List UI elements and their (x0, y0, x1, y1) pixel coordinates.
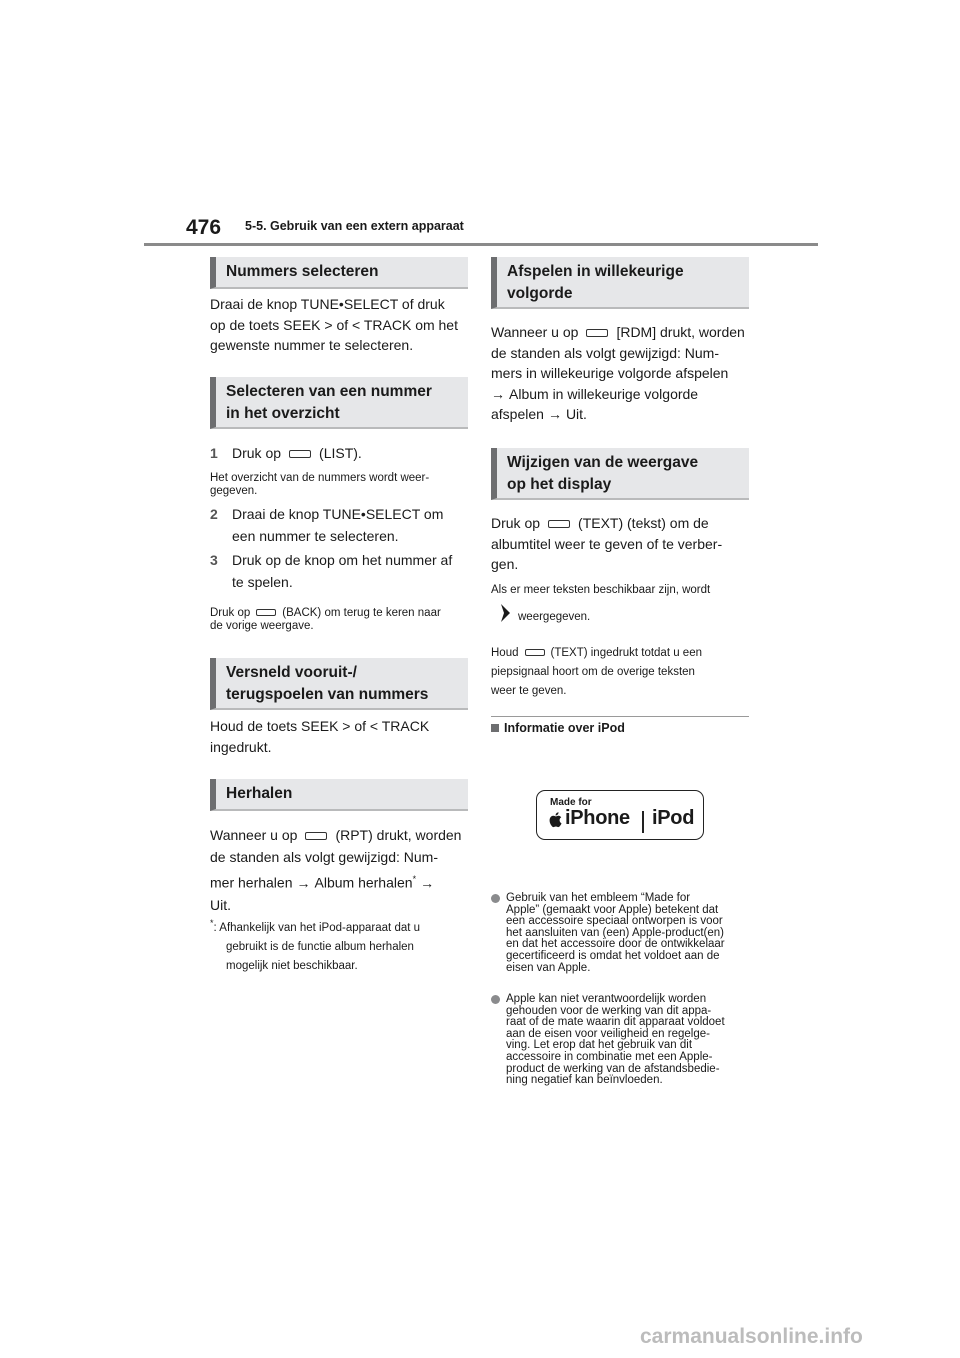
line: en dat het accessoire door de ontwikkelaar (506, 938, 725, 951)
line (210, 914, 472, 938)
line: Apple kan niet verantwoordelijk worden (506, 993, 707, 1005)
line (491, 384, 753, 405)
note-overview (210, 472, 470, 498)
text: mer herhalen (210, 874, 293, 891)
line: piepsignaal hoort om de overige teksten (491, 666, 695, 678)
heading-text: Versneld vooruit-/ (226, 664, 357, 681)
line (210, 868, 472, 894)
heading-text: Afspelen in willekeurige (507, 263, 684, 280)
text: Uit. (565, 406, 587, 422)
step-text (232, 443, 362, 465)
arrow-icon: → (547, 406, 562, 422)
heading-text: Selecteren van een nummer (226, 383, 432, 400)
badge-divider (642, 811, 644, 833)
step-number: 3 (210, 552, 218, 568)
line (210, 607, 472, 620)
button-icon (525, 649, 545, 656)
step-2 (210, 504, 470, 548)
footnote-marker: * (412, 874, 417, 884)
line: mers in willekeurige volgorde afspelen (491, 365, 729, 381)
square-bullet-icon (491, 724, 499, 732)
header-rule (144, 243, 818, 246)
page-number: 476 (186, 216, 222, 239)
subheading-ipod (491, 721, 625, 735)
heading-text: in het overzicht (226, 405, 340, 422)
footnote-marker: * (210, 918, 214, 928)
heading-weergave-display (491, 448, 749, 500)
note-shown: weergegeven. (518, 611, 591, 623)
line: Draai de knop TUNE•SELECT of druk (210, 296, 445, 312)
line: de standen als volgt gewijzigd: Num- (491, 344, 720, 361)
section-divider (491, 716, 749, 717)
paragraph-random (491, 322, 753, 425)
line (491, 513, 753, 534)
line: Het overzicht van de nummers wordt weer- (210, 472, 430, 484)
text: Druk op (491, 515, 541, 531)
line: gen. (491, 556, 519, 572)
arrow-icon: → (296, 874, 311, 891)
line (491, 404, 753, 425)
watermark: carmanualsonline.info (640, 1325, 863, 1348)
line: albumtitel weer te geven of te verber- (491, 535, 723, 552)
text: [RDM] drukt, worden (616, 324, 745, 340)
badge-ipod: iPod (652, 807, 695, 829)
line: op de toets SEEK > of < TRACK om het (210, 316, 458, 333)
step-text-b: (LIST). (319, 445, 362, 461)
text: (TEXT) (tekst) om de (578, 515, 709, 531)
line: gecertificeerd is omdat het voldoet aan de (506, 949, 720, 962)
arrow-icon: → (420, 874, 435, 891)
paragraph-text (491, 513, 753, 575)
line (491, 322, 753, 343)
line: product de werking van de afstandsbedie- (506, 1062, 720, 1075)
subheading-text: Informatie over iPod (504, 721, 625, 735)
text: (BACK) om terug te keren naar (282, 607, 441, 619)
apple-logo-icon (548, 811, 562, 828)
button-icon (305, 832, 327, 840)
heading-text: terugspoelen van nummers (226, 686, 429, 703)
line: gegeven. (210, 485, 258, 497)
step-number: 1 (210, 445, 218, 461)
note-more-text: Als er meer teksten beschikbaar zijn, wordt (491, 584, 711, 596)
heading-text: volgorde (507, 285, 573, 302)
text: Album in willekeurige volgorde (509, 385, 699, 402)
footnote (210, 914, 472, 976)
section-title: 5-5. Gebruik van een extern apparaat (245, 219, 464, 233)
line: Apple” (gemaakt voor Apple) betekent dat (506, 903, 719, 916)
heading-text: op het display (507, 476, 612, 493)
line: de vorige weergave. (210, 620, 314, 632)
step-1 (210, 443, 470, 465)
made-for-iphone-ipod-badge (536, 790, 704, 840)
button-icon (586, 329, 608, 337)
text: : Afhankelijk van het iPod-apparaat dat u (213, 921, 421, 934)
text: Houd (491, 647, 519, 659)
line: ingedrukt. (210, 738, 272, 755)
text: Wanneer u op (491, 324, 579, 340)
bullet-text (506, 994, 751, 1087)
heading-vooruit-terugspoelen (210, 658, 468, 710)
button-icon (289, 450, 311, 458)
button-icon (548, 520, 570, 528)
note-hold (491, 644, 753, 701)
badge-made-for: Made for (550, 797, 592, 808)
line: weer te geven. (491, 685, 567, 697)
heading-overzicht (210, 377, 468, 429)
step-3 (210, 550, 470, 594)
line: een nummer te selecteren. (232, 527, 399, 544)
arrow-icon: → (491, 385, 505, 402)
step-text (232, 504, 443, 547)
line: accessoire in combinatie met een Apple- (506, 1050, 713, 1063)
line: gehouden voor de werking van dit appa- (506, 1004, 712, 1017)
line: Draai de knop TUNE•SELECT om (232, 506, 444, 522)
line: de standen als volgt gewijzigd: Num- (210, 849, 439, 865)
line (491, 644, 753, 663)
text: Druk op (210, 607, 251, 619)
badge-iphone: iPhone (565, 807, 630, 829)
heading-text: Nummers selecteren (226, 263, 379, 280)
line: aan de eisen voor veiligheid en regelge- (506, 1027, 710, 1040)
bullet-dot-icon (491, 995, 500, 1004)
paragraph-repeat (210, 824, 472, 916)
note-back (210, 607, 472, 633)
step-number: 2 (210, 506, 218, 522)
paragraph-ff (210, 716, 470, 757)
button-icon (256, 609, 276, 616)
bullet-dot-icon (491, 894, 500, 903)
heading-herhalen (210, 779, 468, 811)
line: Houd de toets SEEK > of < TRACK (210, 718, 430, 734)
line: het aansluiten van (een) Apple-product(en) (506, 926, 725, 939)
line (210, 824, 472, 846)
text: Wanneer u op (210, 827, 298, 843)
paragraph-select (210, 294, 470, 356)
step-text-a: Druk op (232, 445, 282, 461)
text: (TEXT) ingedrukt totdat u een (550, 647, 702, 659)
line: raat of de mate waarin dit apparaat voldoet (506, 1016, 725, 1029)
line: een accessoire speciaal ontworpen is voor (506, 915, 723, 928)
play-icon (500, 604, 510, 622)
line: ning negatief kan beïnvloeden. (506, 1074, 663, 1087)
heading-text: Herhalen (226, 785, 293, 802)
heading-text: Wijzigen van de weergave (507, 454, 699, 471)
heading-nummers-selecteren (210, 257, 468, 289)
step-text (232, 550, 452, 593)
text: Album herhalen (314, 874, 413, 891)
line: Gebruik van het embleem “Made for (506, 892, 691, 904)
line: gebruikt is de functie album herhalen (226, 940, 414, 953)
text: afspelen (491, 406, 544, 422)
heading-willekeurige-volgorde (491, 257, 749, 309)
line: Druk op de knop om het nummer af (232, 552, 453, 568)
line: gewenste nummer te selecteren. (210, 337, 414, 353)
text: (RPT) drukt, worden (335, 827, 462, 843)
line: mogelijk niet beschikbaar. (226, 959, 358, 972)
line: Uit. (210, 896, 231, 913)
bullet-text (506, 893, 751, 974)
line: ving. Let erop dat het gebruik van dit (506, 1039, 693, 1052)
line: te spelen. (232, 573, 293, 590)
line: eisen van Apple. (506, 961, 591, 974)
